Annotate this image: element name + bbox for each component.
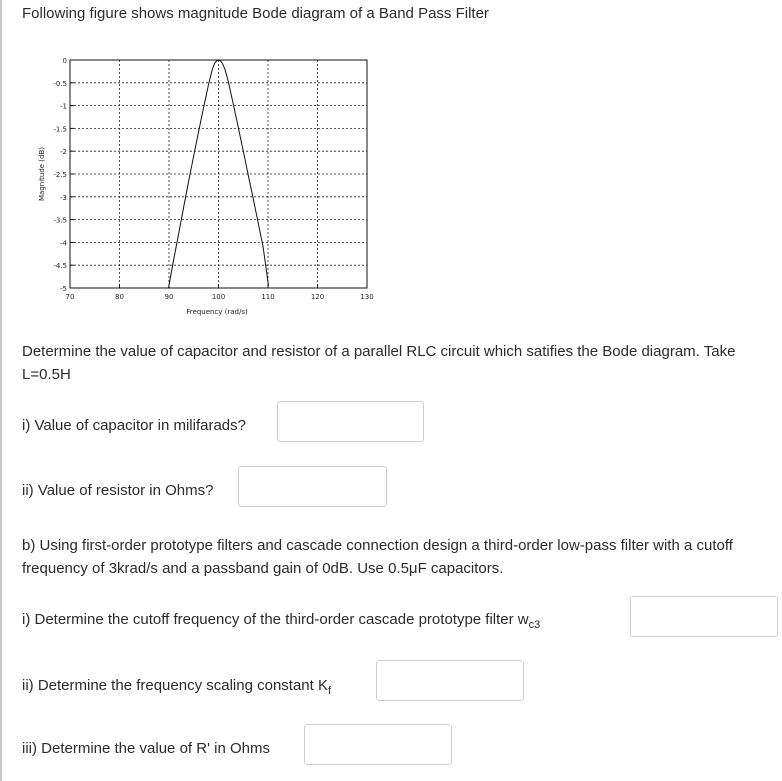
- chart-ticks: [53, 57, 373, 301]
- y-axis-label: Magnitude (dB): [38, 146, 46, 202]
- y-tick-label: -3.5: [53, 216, 67, 225]
- y-tick-label: -2: [60, 148, 67, 157]
- bode-magnitude-chart: [0, 0, 782, 340]
- cutoff-question: [22, 610, 540, 635]
- y-tick-label: -3: [60, 193, 67, 202]
- part-b-description: b) Using first-order prototype filters and cascade connection design a third-order low-pass filter with a cutoff frequency of 3krad/s and a passband gain of 0dB. Use 0.5μF capacitors.: [22, 537, 733, 577]
- y-tick-label: -4.5: [53, 262, 67, 271]
- intro-text: Following figure shows magnitude Bode diagram of a Band Pass Filter: [22, 5, 489, 22]
- scaling-question-text: ii) Determine the frequency scaling constant K: [22, 677, 328, 694]
- y-tick-label: -2.5: [53, 171, 67, 179]
- resistor-question: ii) Value of resistor in Ohms?: [22, 482, 214, 499]
- r-prime-question: iii) Determine the value of R' in Ohms: [22, 740, 270, 757]
- y-tick-label: -1: [60, 102, 67, 111]
- y-tick-label: 0: [62, 57, 67, 65]
- resistor-answer-input[interactable]: [238, 466, 387, 507]
- cutoff-subscript: c3: [528, 619, 541, 631]
- part-a-description: Determine the value of capacitor and resistor of a parallel RLC circuit which satifies the Bode diagram. Take L=0.5H: [22, 343, 736, 383]
- x-tick-label: 100: [211, 293, 226, 301]
- scaling-answer-input[interactable]: [376, 660, 524, 701]
- x-tick-label: 70: [65, 293, 75, 301]
- x-tick-label: 90: [164, 293, 174, 301]
- capacitor-question: i) Value of capacitor in milifarads?: [22, 417, 246, 434]
- scaling-question: [22, 676, 331, 701]
- x-tick-label: 80: [115, 293, 124, 301]
- x-tick-label: 110: [261, 293, 275, 301]
- r-prime-answer-input[interactable]: [304, 724, 452, 765]
- x-tick-label: 130: [360, 293, 374, 301]
- y-tick-label: -4: [60, 239, 67, 248]
- scaling-subscript: f: [327, 685, 332, 697]
- cutoff-question-text: i) Determine the cutoff frequency of the third-order cascade prototype filter w: [22, 611, 529, 628]
- y-tick-label: -1.5: [53, 125, 67, 134]
- y-tick-label: -0.5: [53, 79, 67, 88]
- y-tick-label: -5: [60, 285, 67, 293]
- x-axis-label: Frequency (rad/s): [186, 308, 248, 316]
- cutoff-answer-input[interactable]: [630, 596, 778, 637]
- chart-grid: [70, 60, 367, 288]
- x-tick-label: 120: [310, 293, 325, 301]
- capacitor-answer-input[interactable]: [277, 401, 424, 442]
